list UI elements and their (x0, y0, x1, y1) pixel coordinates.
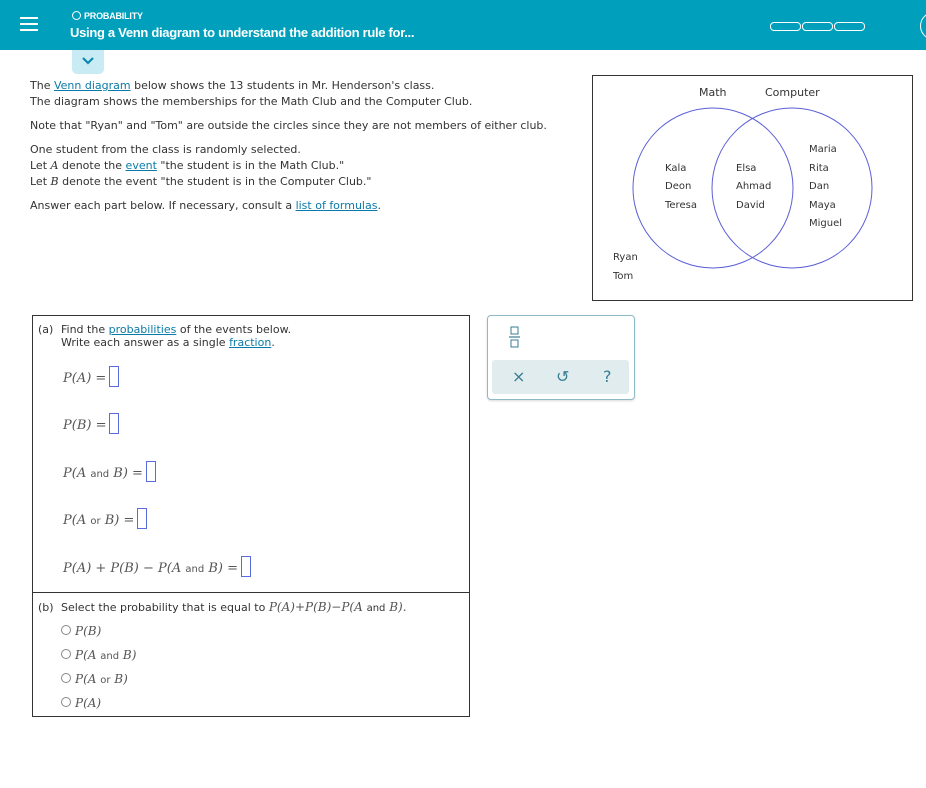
venn-name: Deon (665, 181, 692, 192)
formulas-link[interactable]: list of formulas (295, 199, 378, 212)
venn-name: Ahmad (736, 181, 772, 192)
help-button[interactable]: ? (603, 367, 612, 386)
answer-input-p-a-or-b[interactable] (137, 508, 147, 529)
event-link[interactable]: event (125, 159, 157, 172)
account-icon[interactable] (920, 12, 926, 40)
option-p-a-or-b[interactable]: P(A or B) (61, 672, 128, 686)
eq-p-b: P(B) = (63, 413, 119, 434)
answer-input-p-a[interactable] (109, 366, 119, 387)
category-circle-icon (72, 11, 81, 20)
venn-name: Maria (809, 144, 837, 155)
answer-input-p-a-and-b[interactable] (146, 461, 156, 482)
part-a-instructions: Find the probabilities of the events below. Write each answer as a single fraction. (61, 323, 292, 349)
top-bar (0, 0, 926, 50)
venn-diagram (592, 75, 913, 301)
answer-input-addition-rule[interactable] (241, 556, 251, 577)
probabilities-link[interactable]: probabilities (108, 323, 177, 336)
venn-name: Elsa (736, 163, 757, 174)
category-label (72, 11, 143, 21)
radio-button[interactable] (61, 673, 71, 683)
menu-icon[interactable] (20, 17, 38, 32)
math-label: Math (699, 86, 727, 99)
venn-name: Teresa (665, 200, 697, 211)
radio-button[interactable] (61, 697, 71, 707)
chevron-down-icon (81, 56, 95, 66)
category-text: PROBABILITY (84, 11, 143, 21)
divider (33, 592, 469, 593)
venn-name: Maya (809, 200, 836, 211)
fraction-link[interactable]: fraction (229, 336, 272, 349)
part-b-label: (b) (38, 601, 54, 614)
venn-diagram-link[interactable]: Venn diagram (53, 79, 131, 92)
option-p-b[interactable]: P(B) (61, 624, 101, 638)
venn-name: Dan (809, 181, 830, 192)
option-p-a[interactable]: P(A) (61, 696, 101, 710)
venn-name: Rita (809, 163, 829, 174)
answer-input-p-b[interactable] (109, 413, 119, 434)
radio-button[interactable] (61, 649, 71, 659)
question-box (32, 315, 470, 717)
page-title: Using a Venn diagram to understand the addition rule for... (70, 25, 415, 40)
problem-intro: The Venn diagram below shows the 13 students in Mr. Henderson's class. The diagram shows the memberships for the Math Club and the Computer Club. Note that "Ryan" and "Tom" are outside the circles since they are not members of either club. One student from the class is randomly selected. Let A denote the event "the student is in the Math Club." Let B denote the event "the student is in the Computer Club." Answer each part below. If necessary, consult a list of formulas. (30, 78, 580, 222)
undo-button[interactable]: ↺ (556, 367, 570, 386)
computer-label: Computer (765, 86, 820, 99)
toolbox-actions (492, 360, 629, 394)
part-b-prompt: Select the probability that is equal to P(A)+P(B)−P(A and B). (61, 600, 407, 614)
venn-name: David (736, 200, 765, 211)
clear-button[interactable]: × (512, 367, 526, 386)
eq-p-a-or-b: P(A or B) = (63, 508, 147, 529)
part-a-label: (a) (38, 323, 54, 336)
eq-addition-rule: P(A) + P(B) − P(A and B) = (63, 556, 251, 577)
venn-name: Tom (613, 271, 634, 282)
radio-button[interactable] (61, 625, 71, 635)
collapse-tab[interactable] (72, 50, 104, 74)
answer-toolbox (487, 315, 635, 400)
venn-name: Ryan (613, 252, 638, 263)
venn-name: Miguel (809, 218, 843, 229)
fraction-tool-button[interactable] (509, 326, 521, 352)
option-p-a-and-b[interactable]: P(A and B) (61, 648, 136, 662)
outside-note: Note that "Ryan" and "Tom" are outside the circles since they are not members of either club. (30, 119, 547, 132)
eq-p-a: P(A) = (63, 366, 119, 387)
eq-p-a-and-b: P(A and B) = (63, 461, 156, 482)
venn-name: Kala (665, 163, 687, 174)
progress-indicator (770, 22, 866, 31)
fraction-icon (509, 326, 521, 348)
